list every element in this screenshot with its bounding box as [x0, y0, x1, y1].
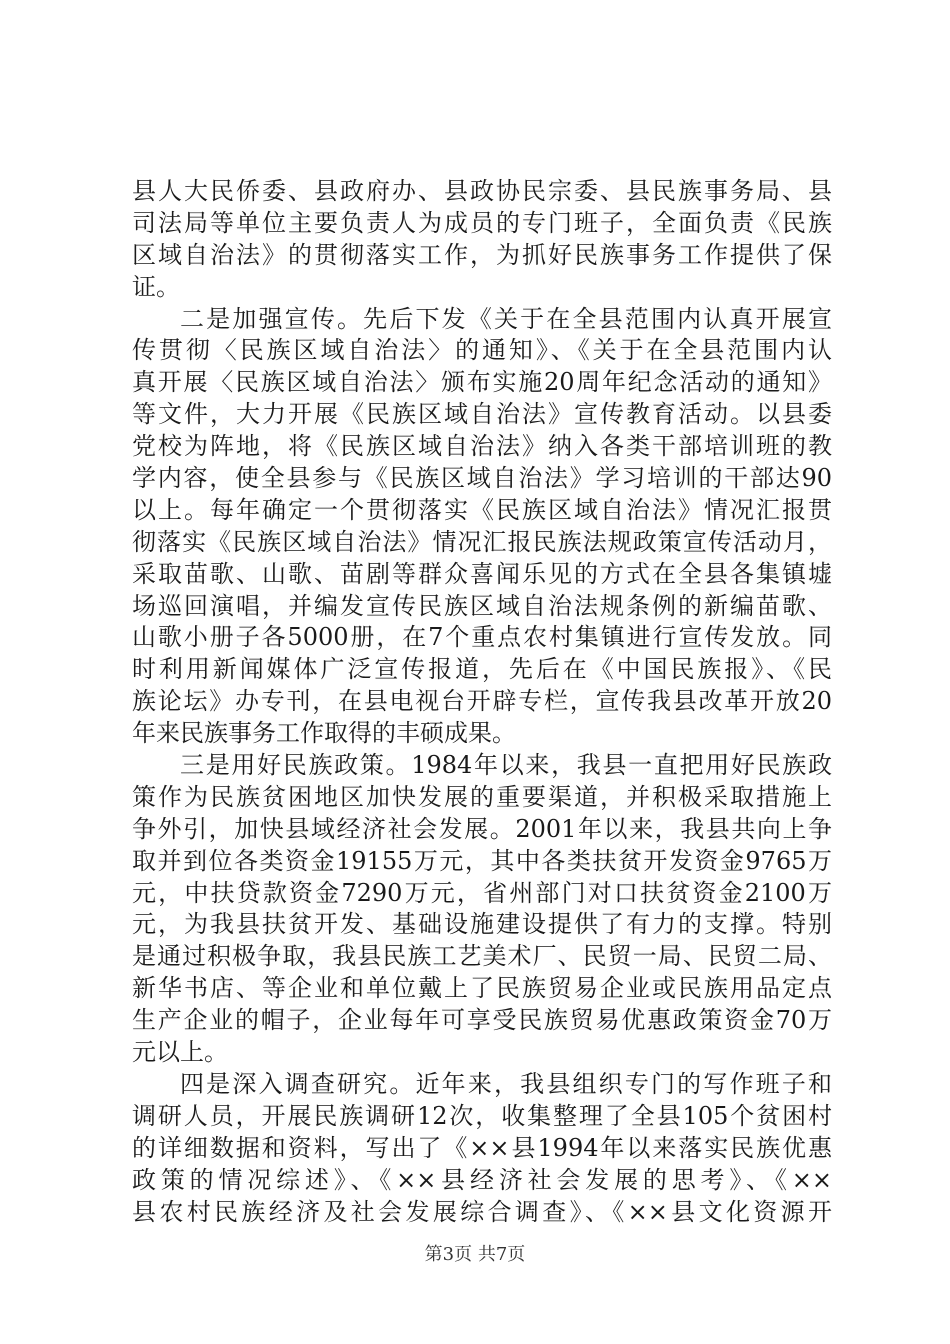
text-line: 元以上。	[132, 1038, 228, 1067]
text-line: 彻落实《民族区域自治法》情况汇报民族法规政策宣传活动月，	[132, 527, 832, 556]
text-line: 的详细数据和资料，写出了《××县1994年以来落实民族优惠	[132, 1133, 832, 1162]
text-line: 区域自治法》的贯彻落实工作，为抓好民族事务工作提供了保	[132, 240, 832, 269]
text-line: 族论坛》办专刊，在县电视台开辟专栏，宣传我县改革开放20	[132, 687, 832, 716]
text-line: 政策的情况综述》、《××县经济社会发展的思考》、《××	[132, 1165, 832, 1194]
text-line: 时利用新闻媒体广泛宣传报道，先后在《中国民族报》、《民	[132, 655, 832, 684]
text-line: 县人大民侨委、县政府办、县政协民宗委、县民族事务局、县	[132, 177, 832, 205]
text-line: 等文件，大力开展《民族区域自治法》宣传教育活动。以县委	[132, 400, 832, 429]
text-line: 学内容，使全县参与《民族区域自治法》学习培训的干部达90	[132, 464, 832, 493]
text-line: 调研人员，开展民族调研12次，收集整理了全县105个贫困村	[132, 1101, 832, 1130]
text-line: 二是加强宣传。先后下发《关于在全县范围内认真开展宣	[180, 304, 832, 333]
text-line: 生产企业的帽子，企业每年可享受民族贸易优惠政策资金70万	[132, 1006, 832, 1035]
text-line: 取并到位各类资金19155万元，其中各类扶贫开发资金9765万	[132, 846, 832, 875]
text-line: 证。	[132, 272, 180, 301]
text-line: 年来民族事务工作取得的丰硕成果。	[132, 719, 516, 748]
text-line: 采取苗歌、山歌、苗剧等群众喜闻乐见的方式在全县各集镇墟	[132, 559, 832, 588]
text-line: 新华书店、等企业和单位戴上了民族贸易企业或民族用品定点	[132, 974, 832, 1003]
text-line: 策作为民族贫困地区加快发展的重要渠道，并积极采取措施上	[132, 782, 832, 811]
text-line: 传贯彻〈民族区域自治法〉的通知》、《关于在全县范围内认	[132, 336, 832, 365]
text-line: 是通过积极争取，我县民族工艺美术厂、民贸一局、民贸二局、	[132, 942, 832, 971]
text-line: 以上。每年确定一个贯彻落实《民族区域自治法》情况汇报贯	[132, 495, 832, 524]
text-line: 县农村民族经济及社会发展综合调查》、《××县文化资源开	[132, 1197, 832, 1226]
text-line: 真开展〈民族区域自治法〉颁布实施20周年纪念活动的通知》	[132, 368, 832, 397]
text-line: 山歌小册子各5000册，在7个重点农村集镇进行宣传发放。同	[132, 623, 832, 652]
text-line: 三是用好民族政策。1984年以来，我县一直把用好民族政	[180, 751, 832, 780]
text-line: 司法局等单位主要负责人为成员的专门班子，全面负责《民族	[132, 208, 832, 237]
text-line: 四是深入调查研究。近年来，我县组织专门的写作班子和	[180, 1069, 832, 1098]
page-footer: 第3页 共7页	[424, 1244, 526, 1265]
text-line: 元，中扶贷款资金7290万元，省州部门对口扶贫资金2100万	[132, 878, 832, 907]
text-line: 元，为我县扶贫开发、基础设施建设提供了有力的支撑。特别	[132, 910, 832, 939]
text-line: 党校为阵地，将《民族区域自治法》纳入各类干部培训班的教	[132, 432, 832, 461]
body-text	[132, 176, 832, 1228]
text-line: 争外引，加快县域经济社会发展。2001年以来，我县共向上争	[132, 814, 832, 843]
text-line: 场巡回演唱，并编发宣传民族区域自治法规条例的新编苗歌、	[132, 591, 832, 620]
